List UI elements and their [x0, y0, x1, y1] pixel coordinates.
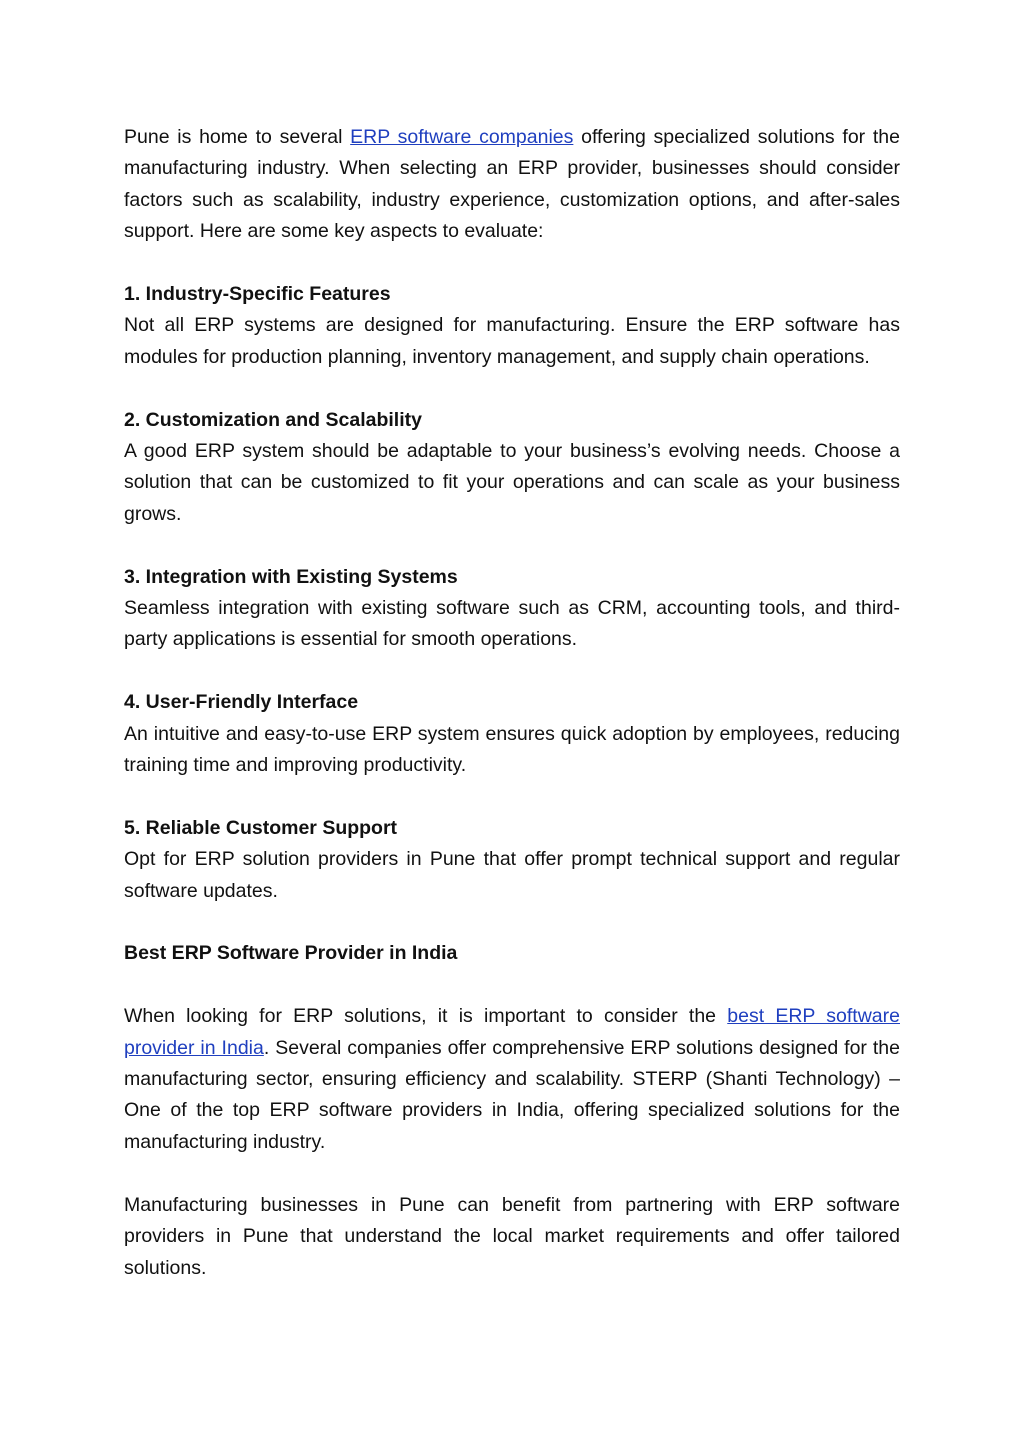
intro-paragraph — [124, 122, 900, 248]
section-heading-customization: 2. Customization and Scalability — [124, 408, 422, 431]
section-heading-customer-support: 5. Reliable Customer Support — [124, 816, 398, 839]
spacer — [124, 656, 900, 687]
best-provider-heading: Best ERP Software Provider in India — [124, 942, 458, 965]
best-provider-text-after-link: . Several companies offer comprehensive ERP solutions designed for the manufacturing sector, ensuring efficiency and scalability. STERP (Shanti Technology) – One of the top ERP software providers in India, offering specialized solutions for the manufacturing industry. — [124, 1036, 900, 1153]
section-heading-user-friendly: 4. User-Friendly Interface — [124, 691, 359, 714]
section-heading-industry-features: 1. Industry-Specific Features — [124, 283, 391, 306]
spacer — [124, 373, 900, 404]
intro-text-after-link: offering specialized solutions for the manufacturing industry. When selecting an ERP provider, businesses should consider factors such as scalability, industry experience, customization options, and after-sales support. Here are some key aspects to evaluate: — [124, 126, 900, 243]
section-heading-integration: 3. Integration with Existing Systems — [124, 565, 458, 588]
section-body-user-friendly: An intuitive and easy-to-use ERP system ensures quick adoption by employees, reducing training time and improving productivity. — [124, 722, 900, 777]
intro-text-before-link: Pune is home to several — [124, 126, 351, 148]
section-body-industry-features: Not all ERP systems are designed for manufacturing. Ensure the ERP software has modules for production planning, inventory management, and supply chain operations. — [124, 314, 900, 368]
closing-paragraph: Manufacturing businesses in Pune can benefit from partnering with ERP software providers in Pune that understand the local market requirements and offer tailored solutions. — [124, 1193, 900, 1279]
section-body-customer-support: Opt for ERP solution providers in Pune that offer prompt technical support and regular software updates. — [124, 848, 900, 902]
best-erp-provider-india-link[interactable]: best ERP software provider in India — [124, 1005, 900, 1059]
spacer — [124, 530, 900, 561]
spacer — [124, 907, 900, 938]
spacer — [124, 781, 900, 812]
best-provider-paragraph — [124, 1001, 900, 1158]
spacer — [124, 1158, 900, 1189]
document-page — [124, 122, 900, 1284]
section-body-customization: A good ERP system should be adaptable to your business’s evolving needs. Choose a solution that can be customized to fit your operations and can scale as your business grows. — [124, 440, 900, 525]
section-body-integration: Seamless integration with existing software such as CRM, accounting tools, and third-party applications is essential for smooth operations. — [124, 597, 900, 651]
spacer — [124, 248, 900, 279]
best-provider-text-before-link: When looking for ERP solutions, it is important to consider the — [124, 1005, 728, 1028]
erp-software-companies-link[interactable]: ERP software companies — [350, 126, 574, 148]
spacer — [124, 970, 900, 1001]
